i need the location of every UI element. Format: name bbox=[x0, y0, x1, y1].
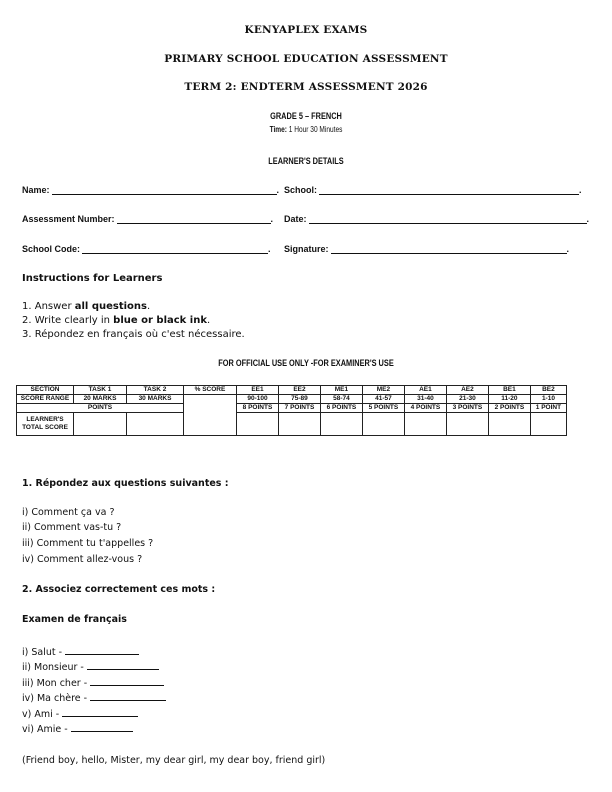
header-ae1: AE1 bbox=[404, 386, 446, 395]
total-label-line-1: LEARNER'S bbox=[26, 416, 64, 423]
assessment-number-field[interactable]: Assessment Number: . bbox=[22, 214, 274, 224]
time-label: Time: bbox=[269, 125, 287, 134]
task-1-marks: 20 MARKS bbox=[74, 395, 127, 404]
official-use-title: FOR OFFICIAL USE ONLY -FOR EXAMINER'S USE bbox=[218, 358, 394, 368]
answer-blank[interactable] bbox=[87, 661, 159, 670]
instruction-number: 1. bbox=[22, 301, 32, 312]
match-item bbox=[22, 723, 133, 735]
term-title: TERM 2: ENDTERM ASSESSMENT 2026 bbox=[184, 81, 428, 93]
question-1-item: ii) Comment vas-tu ? bbox=[22, 522, 122, 533]
question-1-title: 1. Répondez aux questions suivantes : bbox=[22, 478, 229, 489]
match-item bbox=[22, 708, 138, 720]
table-row-points bbox=[17, 404, 567, 413]
header-ee2: EE2 bbox=[278, 386, 320, 395]
header-percent-score: % SCORE bbox=[184, 386, 237, 395]
header-task-1: TASK 1 bbox=[74, 386, 127, 395]
grade-title: GRADE 5 – FRENCH bbox=[270, 111, 342, 121]
match-item-label: vi) Amie - bbox=[22, 724, 68, 735]
match-item bbox=[22, 692, 166, 704]
assessment-number-label: Assessment Number: bbox=[22, 214, 115, 224]
match-item-label: ii) Monsieur - bbox=[22, 662, 84, 673]
points-cell: 2 POINTS bbox=[488, 404, 530, 413]
instructions-title: Instructions for Learners bbox=[22, 273, 163, 284]
school-label: School: bbox=[284, 185, 317, 195]
match-item-label: v) Ami - bbox=[22, 709, 60, 720]
question-2-title: 2. Associez correctement ces mots : bbox=[22, 584, 216, 595]
school-code-field[interactable]: School Code: . bbox=[22, 244, 271, 254]
range-cell: 41-57 bbox=[362, 395, 404, 404]
points-label: POINTS bbox=[17, 404, 184, 413]
details-row-1 bbox=[22, 185, 592, 199]
range-cell: 1-10 bbox=[530, 395, 566, 404]
points-score-cell[interactable] bbox=[320, 413, 362, 436]
date-label: Date: bbox=[284, 214, 307, 224]
range-cell: 31-40 bbox=[404, 395, 446, 404]
question-1-item: iii) Comment tu t'appelles ? bbox=[22, 538, 154, 549]
header-me1: ME1 bbox=[320, 386, 362, 395]
learner-details-title: LEARNER'S DETAILS bbox=[268, 156, 344, 166]
instruction-text-end: . bbox=[207, 315, 211, 326]
instruction-number: 3. bbox=[22, 329, 32, 340]
match-item bbox=[22, 677, 164, 689]
points-cell: 1 POINT bbox=[530, 404, 566, 413]
table-row-total bbox=[17, 413, 567, 436]
points-cell: 7 POINTS bbox=[278, 404, 320, 413]
points-score-cell[interactable] bbox=[404, 413, 446, 436]
match-item bbox=[22, 661, 159, 673]
school-field[interactable]: School: . bbox=[284, 185, 582, 195]
points-score-cell[interactable] bbox=[446, 413, 488, 436]
range-cell: 21-30 bbox=[446, 395, 488, 404]
name-field[interactable]: Name: . bbox=[22, 185, 280, 195]
instruction-text: Répondez en français où c'est nécessaire. bbox=[34, 329, 245, 340]
table-row-range bbox=[17, 395, 567, 404]
match-item-label: iii) Mon cher - bbox=[22, 678, 88, 689]
table-header-row bbox=[17, 386, 567, 395]
points-score-cell[interactable] bbox=[362, 413, 404, 436]
task-2-marks: 30 MARKS bbox=[127, 395, 184, 404]
instruction-emphasis: blue or black ink bbox=[113, 315, 207, 326]
answer-blank[interactable] bbox=[65, 646, 139, 655]
range-cell: 11-20 bbox=[488, 395, 530, 404]
points-cell: 3 POINTS bbox=[446, 404, 488, 413]
range-label: SCORE RANGE bbox=[17, 395, 74, 404]
total-label-line-2: TOTAL SCORE bbox=[22, 424, 68, 431]
score-table bbox=[16, 385, 567, 436]
task-1-score-cell[interactable] bbox=[74, 413, 127, 436]
instruction-item-1 bbox=[22, 301, 150, 312]
points-cell: 4 POINTS bbox=[404, 404, 446, 413]
time-line bbox=[55, 125, 557, 134]
range-cell: 58-74 bbox=[320, 395, 362, 404]
header-me2: ME2 bbox=[362, 386, 404, 395]
points-score-cell[interactable] bbox=[488, 413, 530, 436]
header-section: SECTION bbox=[17, 386, 74, 395]
assessment-title: PRIMARY SCHOOL EDUCATION ASSESSMENT bbox=[164, 53, 448, 65]
name-label: Name: bbox=[22, 185, 50, 195]
question-1-item: iv) Comment allez-vous ? bbox=[22, 554, 143, 565]
header-task-2: TASK 2 bbox=[127, 386, 184, 395]
percent-score-cell[interactable] bbox=[184, 395, 237, 436]
date-field[interactable]: Date: . bbox=[284, 214, 590, 224]
exam-body-title: KENYAPLEX EXAMS bbox=[244, 24, 368, 36]
question-2-subtitle: Examen de français bbox=[22, 614, 127, 625]
total-score-label bbox=[17, 413, 74, 436]
points-cell: 6 POINTS bbox=[320, 404, 362, 413]
range-cell: 75-89 bbox=[278, 395, 320, 404]
points-score-cell[interactable] bbox=[237, 413, 279, 436]
points-score-cell[interactable] bbox=[278, 413, 320, 436]
match-item bbox=[22, 646, 139, 658]
answer-blank[interactable] bbox=[62, 708, 138, 717]
answer-blank[interactable] bbox=[90, 677, 164, 686]
points-score-cell[interactable] bbox=[530, 413, 566, 436]
word-options: (Friend boy, hello, Mister, my dear girl, my dear boy, friend girl) bbox=[22, 755, 326, 766]
header-be1: BE1 bbox=[488, 386, 530, 395]
instruction-text: Write clearly in bbox=[34, 315, 114, 326]
question-1-item: i) Comment ça va ? bbox=[22, 507, 115, 518]
match-item-label: iv) Ma chère - bbox=[22, 693, 88, 704]
instruction-number: 2. bbox=[22, 315, 32, 326]
answer-blank[interactable] bbox=[71, 723, 133, 732]
time-value: 1 Hour 30 Minutes bbox=[286, 125, 343, 134]
instruction-text-end: . bbox=[147, 301, 151, 312]
header-ee1: EE1 bbox=[237, 386, 279, 395]
instruction-text: Answer bbox=[34, 301, 75, 312]
points-cell: 5 POINTS bbox=[362, 404, 404, 413]
task-2-score-cell[interactable] bbox=[127, 413, 184, 436]
points-cell: 8 POINTS bbox=[237, 404, 279, 413]
instruction-item-2 bbox=[22, 315, 210, 326]
details-row-3 bbox=[22, 244, 592, 258]
match-item-label: i) Salut - bbox=[22, 647, 63, 658]
instruction-item-3 bbox=[22, 329, 245, 340]
details-row-2 bbox=[22, 214, 592, 228]
answer-blank[interactable] bbox=[90, 692, 166, 701]
header-be2: BE2 bbox=[530, 386, 566, 395]
signature-label: Signature: bbox=[284, 244, 329, 254]
school-code-label: School Code: bbox=[22, 244, 80, 254]
signature-field[interactable]: Signature: . bbox=[284, 244, 570, 254]
range-cell: 90-100 bbox=[237, 395, 279, 404]
header-ae2: AE2 bbox=[446, 386, 488, 395]
instruction-emphasis: all questions bbox=[74, 301, 147, 312]
